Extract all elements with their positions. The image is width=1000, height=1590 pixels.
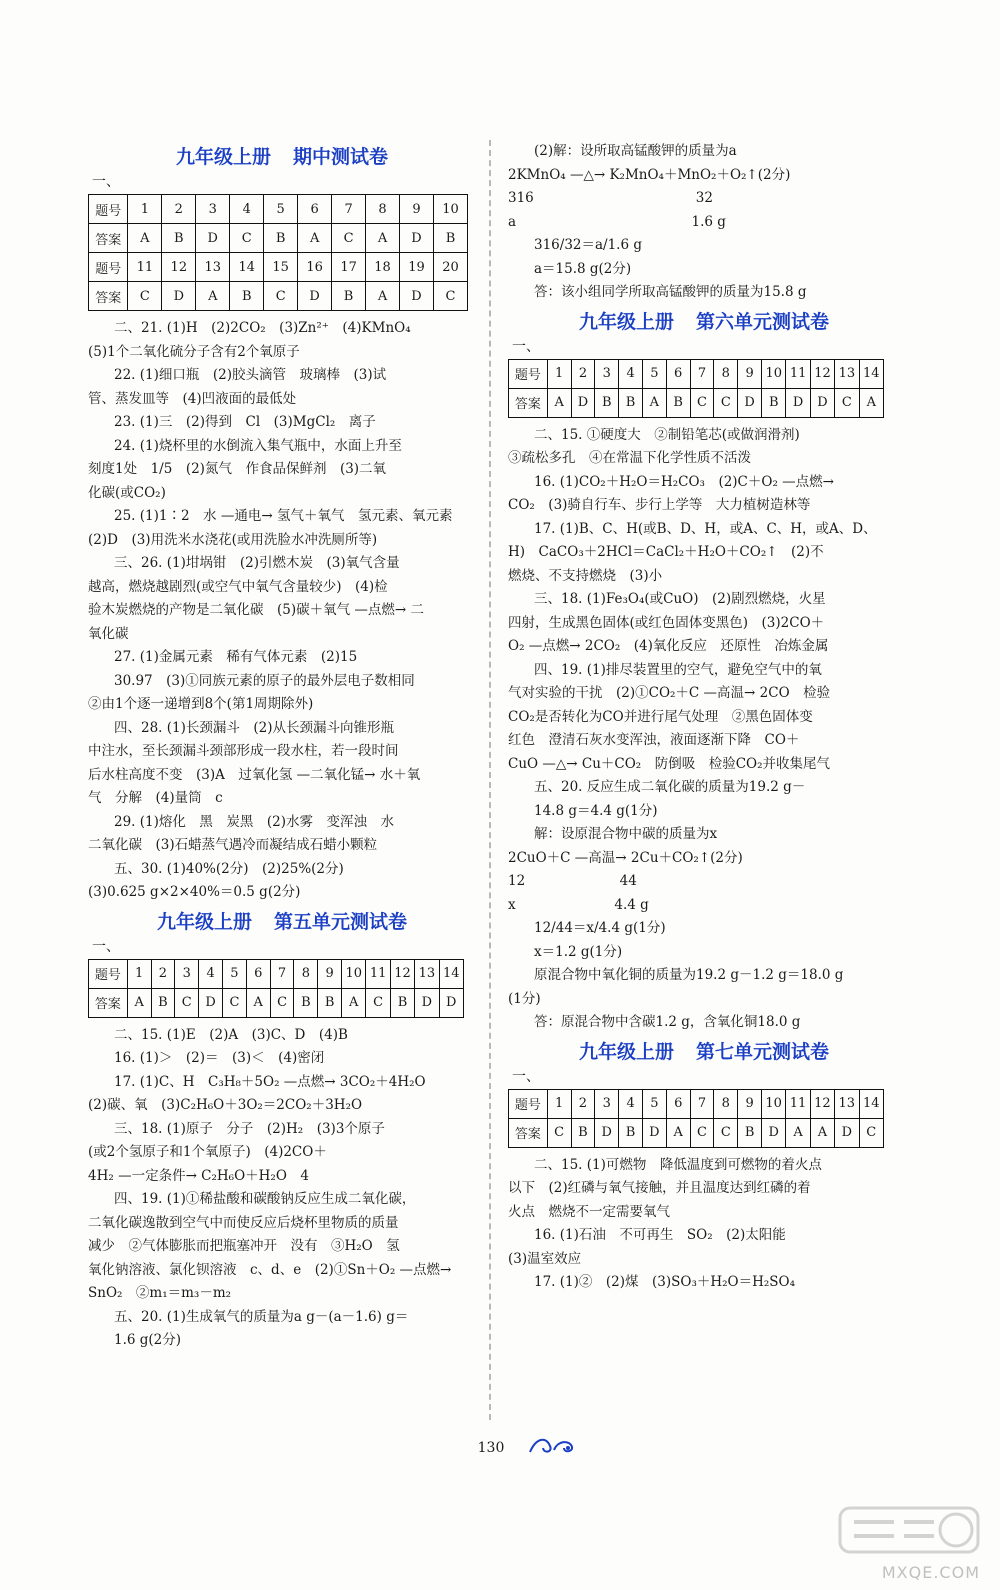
table-cell: A bbox=[127, 988, 151, 1017]
table-cell: 11 bbox=[786, 359, 810, 388]
unit7-title-name: 第七单元测试卷 bbox=[696, 1040, 830, 1063]
table-cell: B bbox=[762, 388, 786, 417]
table-row-header: 答案 bbox=[509, 1118, 548, 1147]
answer-line: 三、18. (1)Fe₃O₄(或CuO) (2)剧烈燃烧，火星 bbox=[534, 591, 826, 607]
table-row-header: 题号 bbox=[509, 359, 548, 388]
table-cell: 12 bbox=[162, 253, 196, 282]
table-cell: C bbox=[366, 988, 390, 1017]
table-cell: 10 bbox=[342, 959, 366, 988]
table-cell: B bbox=[666, 388, 690, 417]
table-row bbox=[89, 959, 464, 988]
table-row-header: 题号 bbox=[509, 1089, 548, 1118]
answer-line: 以下 (2)红磷与氧气接触，并且温度达到红磷的着 bbox=[508, 1180, 811, 1196]
answer-line: 23. (1)三 (2)得到 Cl (3)MgCl₂ 离子 bbox=[114, 414, 376, 430]
table-cell: 14 bbox=[859, 359, 883, 388]
table-cell: 5 bbox=[642, 1089, 666, 1118]
answer-line: ③疏松多孔 ④在常温下化学性质不活泼 bbox=[508, 450, 751, 466]
answer-line: 16. (1)石油 不可再生 SO₂ (2)太阳能 bbox=[534, 1227, 786, 1243]
table-cell: 12 bbox=[810, 1089, 834, 1118]
table-cell: 2 bbox=[571, 1089, 595, 1118]
answer-line: 答：该小组同学所取高锰酸钾的质量为15.8 g bbox=[534, 284, 807, 300]
answer-line: 22. (1)细口瓶 (2)胶头滴管 玻璃棒 (3)试 bbox=[114, 367, 387, 383]
table-cell: 12 bbox=[390, 959, 414, 988]
answer-line: x＝1.2 g(1分) bbox=[534, 943, 623, 960]
table-cell: 4 bbox=[619, 359, 643, 388]
answer-line: 四、19. (1)排尽装置里的空气，避免空气中的氧 bbox=[534, 661, 822, 678]
table-cell: 1 bbox=[128, 195, 162, 224]
answer-line: 二、15. (1)E (2)A (3)C、D (4)B bbox=[114, 1026, 348, 1043]
table-cell: B bbox=[571, 1118, 595, 1147]
table-row-header: 答案 bbox=[89, 282, 128, 311]
table-cell: D bbox=[786, 388, 810, 417]
table-cell: A bbox=[810, 1118, 834, 1147]
table-row bbox=[89, 253, 468, 282]
table-cell: 5 bbox=[264, 195, 298, 224]
table-cell: C bbox=[223, 988, 247, 1017]
answer-line: 后水柱高度不变 (3)A 过氧化氢 —二氧化锰→ 水＋氧 bbox=[88, 766, 421, 783]
table-cell: 8 bbox=[714, 359, 738, 388]
answer-line: (2)碳、氧 (3)C₂H₆O＋3O₂＝2CO₂＋3H₂O bbox=[88, 1097, 363, 1113]
table-cell: 4 bbox=[199, 959, 223, 988]
answer-line: 17. (1)② (2)煤 (3)SO₃＋H₂O＝H₂SO₄ bbox=[534, 1274, 796, 1290]
table-cell: D bbox=[298, 282, 332, 311]
answer-line: 减少 ②气体膨胀而把瓶塞冲开 没有 ③H₂O 氢 bbox=[88, 1238, 400, 1254]
table-cell: 1 bbox=[547, 1089, 571, 1118]
table-cell: 11 bbox=[786, 1089, 810, 1118]
answer-line: (2)解：设所取高锰酸钾的质量为a bbox=[534, 143, 737, 159]
unit7-title-grade: 九年级上册 bbox=[578, 1040, 674, 1063]
midterm-answer-table bbox=[88, 194, 468, 311]
table-cell: 17 bbox=[332, 253, 366, 282]
table-cell: D bbox=[571, 388, 595, 417]
table-cell: A bbox=[196, 282, 230, 311]
answer-line: CO₂是否转化为CO并进行尾气处理 ②黑色固体变 bbox=[508, 708, 813, 725]
table-cell: 7 bbox=[690, 359, 714, 388]
table-cell: 9 bbox=[738, 1089, 762, 1118]
unit7-title bbox=[508, 1035, 900, 1069]
table-cell: B bbox=[162, 224, 196, 253]
table-cell: 11 bbox=[366, 959, 390, 988]
midterm-title-grade: 九年级上册 bbox=[175, 146, 271, 168]
answer-line: 管、蒸发皿等 (4)凹液面的最低处 bbox=[88, 390, 297, 407]
table-row-header: 题号 bbox=[89, 959, 128, 988]
table-row bbox=[509, 359, 884, 388]
table-cell: A bbox=[666, 1118, 690, 1147]
answer-line: 五、30. (1)40%(2分) (2)25%(2分) bbox=[114, 860, 344, 877]
table-cell: 1 bbox=[127, 959, 151, 988]
table-cell: 13 bbox=[835, 1089, 859, 1118]
answer-line: 验木炭燃烧的产物是二氧化碳 (5)碳＋氧气 —点燃→ 二 bbox=[88, 602, 425, 618]
answer-line: SnO₂ ②m₁＝m₃－m₂ bbox=[88, 1285, 232, 1301]
table-cell: 5 bbox=[223, 959, 247, 988]
table-cell: B bbox=[294, 988, 318, 1017]
answer-line: CuO —△→ Cu＋CO₂ 防倒吸 检验CO₂并收集尾气 bbox=[508, 755, 831, 772]
table-row bbox=[89, 988, 464, 1017]
answer-line: 4H₂ —一定条件→ C₂H₆O＋H₂O 4 bbox=[88, 1167, 310, 1184]
answer-line: 三、26. (1)坩埚钳 (2)引燃木炭 (3)氧气含量 bbox=[114, 555, 400, 571]
table-cell: A bbox=[366, 282, 400, 311]
answer-line: (或2个氢原子和1个氧原子) (4)2CO＋ bbox=[88, 1144, 327, 1160]
answer-line: 2KMnO₄ —△→ K₂MnO₄＋MnO₂＋O₂↑(2分) bbox=[508, 166, 791, 183]
table-cell: B bbox=[738, 1118, 762, 1147]
table-cell: 7 bbox=[270, 959, 294, 988]
table-cell: C bbox=[690, 388, 714, 417]
answer-line: 30.97 (3)①同族元素的原子的最外层电子数相同 bbox=[114, 672, 415, 689]
table-cell: D bbox=[162, 282, 196, 311]
table-cell: 5 bbox=[642, 359, 666, 388]
answer-line: 1.6 g(2分) bbox=[114, 1332, 182, 1348]
table-cell: D bbox=[595, 1118, 619, 1147]
answer-line: ②由1个逐一递增到8个(第1周期除外) bbox=[88, 696, 314, 712]
table-cell: 18 bbox=[366, 253, 400, 282]
table-cell: 2 bbox=[162, 195, 196, 224]
unit6-title bbox=[508, 305, 900, 339]
table-cell: B bbox=[151, 988, 175, 1017]
table-cell: B bbox=[332, 282, 366, 311]
unit7-answers bbox=[508, 1154, 900, 1295]
table-cell: 3 bbox=[196, 195, 230, 224]
right-column bbox=[508, 140, 900, 1295]
table-cell: 6 bbox=[666, 359, 690, 388]
table-cell: C bbox=[270, 988, 294, 1017]
answer-line: O₂ —点燃→ 2CO₂ (4)氧化反应 还原性 冶炼金属 bbox=[508, 638, 829, 654]
table-cell: 2 bbox=[151, 959, 175, 988]
unit7-part-label: 一、 bbox=[512, 1068, 540, 1085]
column-divider bbox=[489, 140, 491, 1420]
unit6-title-name: 第六单元测试卷 bbox=[696, 310, 830, 333]
table-cell: D bbox=[835, 1118, 859, 1147]
table-cell: D bbox=[439, 988, 463, 1017]
answer-line: x 4.4 g bbox=[508, 896, 649, 913]
table-cell: 12 bbox=[810, 359, 834, 388]
table-row bbox=[509, 1118, 884, 1147]
table-cell: C bbox=[714, 388, 738, 417]
answer-line: 四射，生成黑色固体(或红色固体变黑色) (3)2CO＋ bbox=[508, 614, 825, 631]
table-cell: A bbox=[366, 224, 400, 253]
answer-line: 16. (1)＞ (2)＝ (3)＜ (4)密闭 bbox=[114, 1050, 325, 1066]
answer-line: a 1.6 g bbox=[508, 213, 726, 230]
table-cell: D bbox=[810, 388, 834, 417]
answer-line: 红色 澄清石灰水变浑浊，液面逐渐下降 CO＋ bbox=[508, 732, 800, 748]
table-row bbox=[509, 388, 884, 417]
answer-line: 二、15. (1)可燃物 降低温度到可燃物的着火点 bbox=[534, 1156, 822, 1173]
table-cell: A bbox=[128, 224, 162, 253]
answer-line: 三、18. (1)原子 分子 (2)H₂ (3)3个原子 bbox=[114, 1120, 385, 1137]
answer-line: 17. (1)B、C、H(或B、D、H，或A、C、H，或A、D、 bbox=[534, 520, 877, 537]
table-cell: 20 bbox=[433, 253, 467, 282]
table-cell: 1 bbox=[547, 359, 571, 388]
calc-continued bbox=[508, 140, 900, 305]
table-cell: 19 bbox=[400, 253, 434, 282]
answer-line: 24. (1)烧杯里的水倒流入集气瓶中，水面上升至 bbox=[114, 437, 402, 454]
table-cell: C bbox=[690, 1118, 714, 1147]
table-cell: C bbox=[433, 282, 467, 311]
table-cell: 4 bbox=[619, 1089, 643, 1118]
table-cell: B bbox=[390, 988, 414, 1017]
answer-line: 五、20. 反应生成二氧化碳的质量为19.2 g－ bbox=[534, 779, 806, 795]
table-cell: A bbox=[642, 388, 666, 417]
table-cell: C bbox=[714, 1118, 738, 1147]
unit6-answer-table bbox=[508, 359, 884, 418]
answer-line: (1分) bbox=[508, 990, 541, 1007]
table-cell: 16 bbox=[298, 253, 332, 282]
answer-line: 12/44＝x/4.4 g(1分) bbox=[534, 920, 666, 936]
swirl-ornament-icon bbox=[526, 1434, 578, 1456]
table-cell: C bbox=[128, 282, 162, 311]
table-cell: 3 bbox=[595, 1089, 619, 1118]
answer-line: 氧化碳 bbox=[88, 625, 129, 642]
answer-line: 四、19. (1)①稀盐酸和碳酸钠反应生成二氧化碳， bbox=[114, 1191, 416, 1207]
table-cell: A bbox=[246, 988, 270, 1017]
answer-line: 14.8 g＝4.4 g(1分) bbox=[534, 802, 658, 819]
answer-line: 25. (1)1∶2 水 —通电→ 氢气＋氧气 氢元素、氧元素 bbox=[114, 508, 453, 524]
table-cell: B bbox=[318, 988, 342, 1017]
table-cell: 14 bbox=[439, 959, 463, 988]
table-cell: 3 bbox=[175, 959, 199, 988]
table-cell: D bbox=[199, 988, 223, 1017]
table-cell: A bbox=[342, 988, 366, 1017]
unit5-answers bbox=[88, 1024, 476, 1353]
answer-line: 2CuO＋C —高温→ 2Cu＋CO₂↑(2分) bbox=[508, 849, 743, 866]
answer-line: 五、20. (1)生成氧气的质量为a g－(a－1.6) g＝ bbox=[114, 1308, 409, 1325]
table-cell: D bbox=[415, 988, 439, 1017]
table-row-header: 答案 bbox=[509, 388, 548, 417]
table-cell: 9 bbox=[738, 359, 762, 388]
table-cell: 7 bbox=[690, 1089, 714, 1118]
table-cell: B bbox=[230, 282, 264, 311]
table-row-header: 答案 bbox=[89, 988, 128, 1017]
answer-line: 火点 燃烧不一定需要氧气 bbox=[508, 1203, 670, 1220]
table-cell: 13 bbox=[196, 253, 230, 282]
midterm-title-name: 期中测试卷 bbox=[293, 146, 389, 168]
table-cell: C bbox=[547, 1118, 571, 1147]
answer-line: 四、28. (1)长颈漏斗 (2)从长颈漏斗向锥形瓶 bbox=[114, 719, 395, 736]
table-row bbox=[89, 195, 468, 224]
unit6-answers bbox=[508, 424, 900, 1035]
answer-line: 解：设原混合物中碳的质量为x bbox=[534, 826, 718, 842]
answer-line: 16. (1)CO₂＋H₂O＝H₂CO₃ (2)C＋O₂ —点燃→ bbox=[534, 473, 834, 490]
unit5-answer-table bbox=[88, 959, 464, 1018]
table-cell: A bbox=[786, 1118, 810, 1147]
table-cell: D bbox=[642, 1118, 666, 1147]
answer-line: 燃烧、不支持燃烧 (3)小 bbox=[508, 567, 663, 584]
answer-line: 中注水，至长颈漏斗颈部形成一段水柱，若一段时间 bbox=[88, 743, 399, 759]
table-cell: 6 bbox=[666, 1089, 690, 1118]
unit5-part-label: 一、 bbox=[92, 938, 120, 955]
table-row-header: 答案 bbox=[89, 224, 128, 253]
table-cell: 4 bbox=[230, 195, 264, 224]
answer-line: 二、21. (1)H (2)2CO₂ (3)Zn²⁺ (4)KMnO₄ bbox=[114, 320, 411, 336]
answer-line: H) CaCO₃＋2HCl＝CaCl₂＋H₂O＋CO₂↑ (2)不 bbox=[508, 544, 824, 560]
table-cell: 6 bbox=[246, 959, 270, 988]
unit5-title-grade: 九年级上册 bbox=[156, 910, 252, 933]
table-row bbox=[89, 224, 468, 253]
table-cell: 8 bbox=[714, 1089, 738, 1118]
table-cell: 7 bbox=[332, 195, 366, 224]
answer-line: 12 44 bbox=[508, 873, 637, 889]
table-cell: 2 bbox=[571, 359, 595, 388]
table-cell: B bbox=[433, 224, 467, 253]
answer-line: CO₂ (3)骑自行车、步行上学等 大力植树造林等 bbox=[508, 497, 811, 513]
table-cell: 9 bbox=[318, 959, 342, 988]
table-cell: 13 bbox=[415, 959, 439, 988]
unit5-title bbox=[88, 905, 476, 939]
answer-line: 二氧化碳 (3)石蜡蒸气遇冷而凝结成石蜡小颗粒 bbox=[88, 837, 378, 853]
table-cell: 10 bbox=[762, 1089, 786, 1118]
table-row bbox=[89, 282, 468, 311]
table-cell: D bbox=[196, 224, 230, 253]
table-cell: 8 bbox=[294, 959, 318, 988]
answer-line: 316/32＝a/1.6 g bbox=[534, 237, 642, 253]
table-row-header: 题号 bbox=[89, 195, 128, 224]
table-cell: 8 bbox=[366, 195, 400, 224]
table-cell: 14 bbox=[859, 1089, 884, 1118]
answer-line: a＝15.8 g(2分) bbox=[534, 260, 632, 277]
table-cell: B bbox=[264, 224, 298, 253]
unit6-title-grade: 九年级上册 bbox=[578, 310, 674, 333]
table-cell: C bbox=[175, 988, 199, 1017]
answer-line: 化碳(或CO₂) bbox=[88, 484, 166, 501]
table-cell: C bbox=[859, 1118, 884, 1147]
left-column bbox=[88, 140, 476, 1353]
answer-line: (2)D (3)用洗米水浇花(或用洗脸水冲洗厕所等) bbox=[88, 531, 378, 548]
answer-line: 316 32 bbox=[508, 190, 713, 206]
table-cell: A bbox=[859, 388, 883, 417]
table-cell: 10 bbox=[433, 195, 467, 224]
answer-line: 29. (1)熔化 黑 炭黑 (2)水雾 变浑浊 水 bbox=[114, 813, 395, 830]
answer-line: (3)0.625 g×2×40%＝0.5 g(2分) bbox=[88, 884, 301, 900]
table-cell: 14 bbox=[230, 253, 264, 282]
page-number: 130 bbox=[477, 1440, 505, 1456]
page-footer bbox=[0, 1440, 1000, 1456]
answer-line: 答：原混合物中含碳1.2 g，含氧化铜18.0 g bbox=[534, 1014, 801, 1030]
watermark-url: MXQE.COM bbox=[881, 1563, 980, 1582]
midterm-part-label: 一、 bbox=[92, 174, 120, 190]
table-cell: D bbox=[400, 224, 434, 253]
table-cell: 10 bbox=[762, 359, 786, 388]
unit7-answer-table bbox=[508, 1089, 884, 1148]
midterm-title bbox=[88, 140, 476, 174]
answer-line: 原混合物中氧化铜的质量为19.2 g－1.2 g＝18.0 g bbox=[534, 967, 844, 983]
midterm-answers bbox=[88, 317, 476, 905]
table-cell: 11 bbox=[128, 253, 162, 282]
table-cell: B bbox=[619, 388, 643, 417]
table-cell: D bbox=[738, 388, 762, 417]
table-cell: 13 bbox=[835, 359, 859, 388]
answer-line: 27. (1)金属元素 稀有气体元素 (2)15 bbox=[114, 649, 358, 665]
table-cell: C bbox=[835, 388, 859, 417]
answer-line: 二氧化碳逸散到空气中而使反应后烧杯里物质的质量 bbox=[88, 1214, 399, 1231]
table-cell: B bbox=[595, 388, 619, 417]
table-cell: C bbox=[230, 224, 264, 253]
answer-line: 越高，燃烧越剧烈(或空气中氧气含量较少) (4)检 bbox=[88, 578, 388, 595]
answer-line: 氧化钠溶液、氯化钡溶液 c、d、e (2)①Sn＋O₂ —点燃→ bbox=[88, 1261, 452, 1278]
table-row bbox=[509, 1089, 884, 1118]
table-cell: D bbox=[762, 1118, 786, 1147]
table-cell: 9 bbox=[400, 195, 434, 224]
answer-line: 刻度1处 1/5 (2)氮气 作食品保鲜剂 (3)二氧 bbox=[88, 461, 387, 477]
table-row-header: 题号 bbox=[89, 253, 128, 282]
unit5-title-name: 第五单元测试卷 bbox=[274, 910, 408, 933]
table-cell: C bbox=[264, 282, 298, 311]
table-cell: 6 bbox=[298, 195, 332, 224]
answer-line: 气 分解 (4)量筒 c bbox=[88, 790, 223, 806]
table-cell: A bbox=[547, 388, 571, 417]
answer-line: (5)1个二氧化硫分子含有2个氧原子 bbox=[88, 343, 300, 360]
table-cell: B bbox=[619, 1118, 643, 1147]
answer-line: 二、15. ①硬度大 ②制铅笔芯(或做润滑剂) bbox=[534, 426, 800, 443]
answer-line: 气对实验的干扰 (2)①CO₂＋C —高温→ 2CO 检验 bbox=[508, 685, 831, 701]
table-cell: A bbox=[298, 224, 332, 253]
unit6-part-label: 一、 bbox=[512, 338, 540, 355]
table-cell: D bbox=[400, 282, 434, 311]
answer-line: (3)温室效应 bbox=[508, 1250, 582, 1267]
answer-line: 17. (1)C、H C₃H₈＋5O₂ —点燃→ 3CO₂＋4H₂O bbox=[114, 1073, 426, 1090]
table-cell: 15 bbox=[264, 253, 298, 282]
table-cell: 3 bbox=[595, 359, 619, 388]
table-cell: C bbox=[332, 224, 366, 253]
